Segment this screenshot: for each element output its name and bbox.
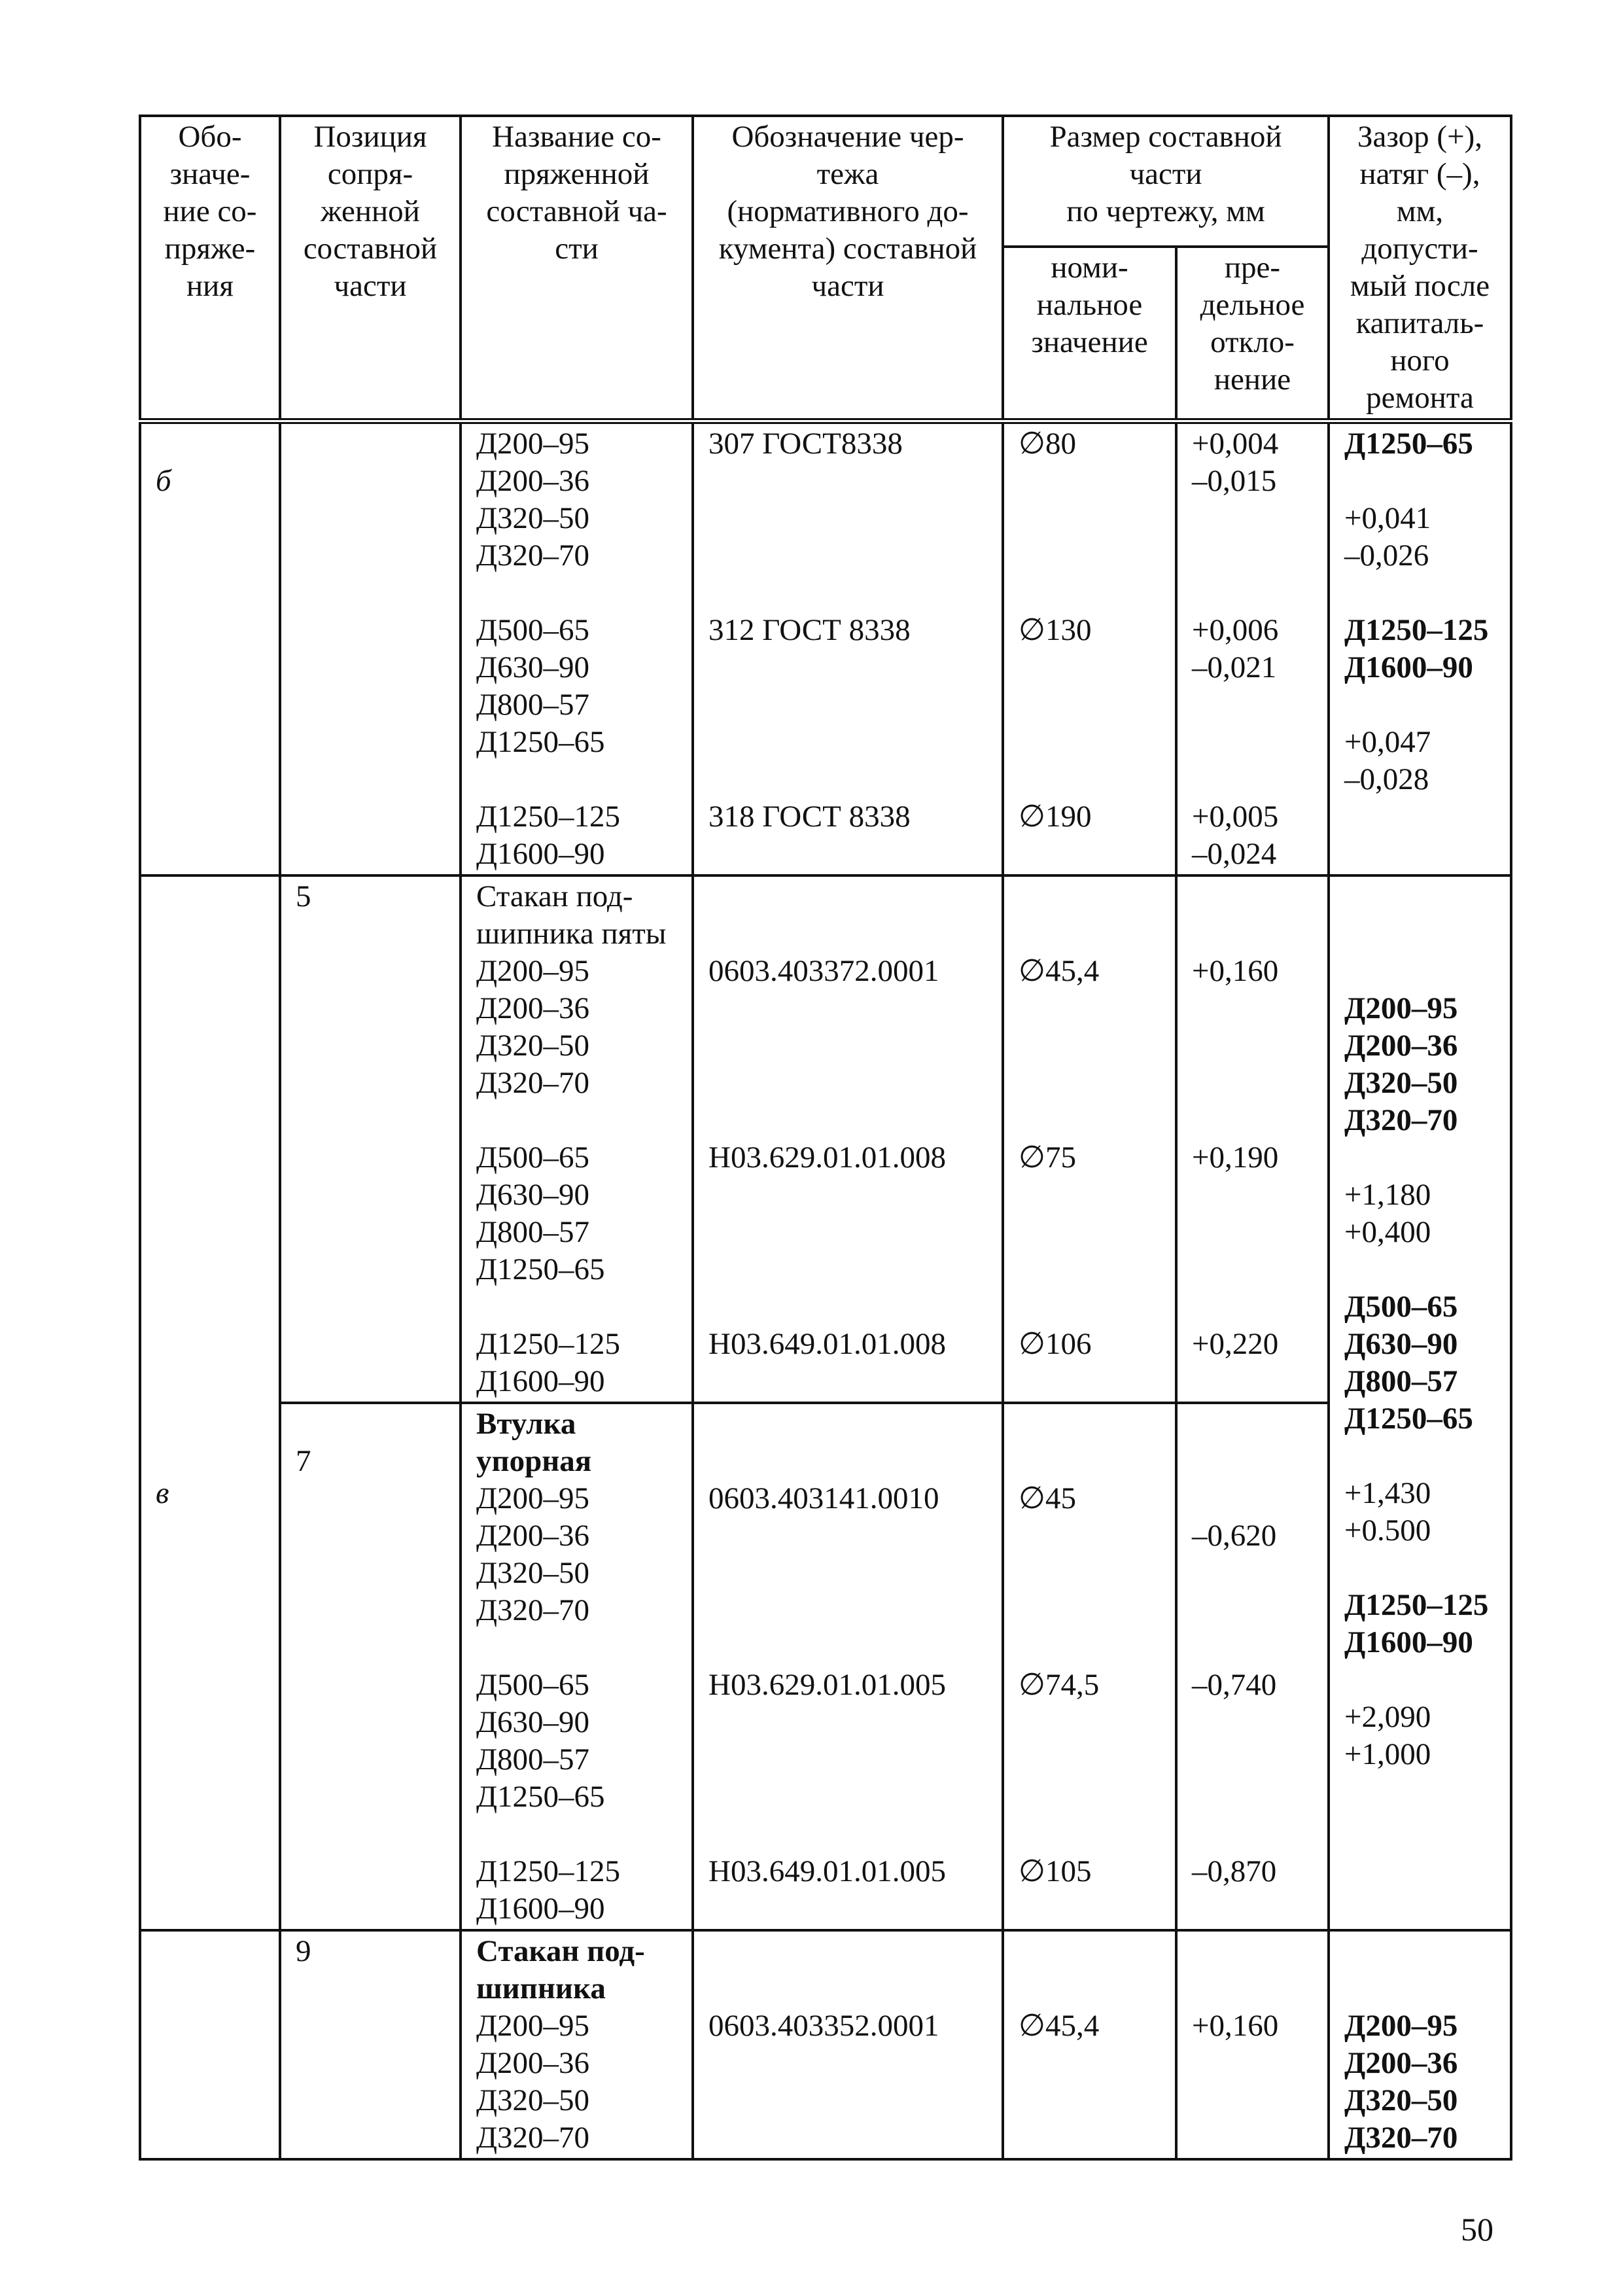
deviation-value: +0,220	[1192, 1327, 1279, 1361]
designation-cell	[140, 421, 280, 876]
drawing-number: Н03.649.01.01.005	[708, 1854, 946, 1888]
table-row	[140, 421, 1511, 876]
deviation-cell	[1176, 421, 1329, 876]
header-deviation: пре- дельное откло- нение	[1176, 247, 1329, 421]
deviation-value: –0,870	[1192, 1854, 1277, 1888]
clearance-values: +1,180 +0,400	[1344, 1178, 1431, 1249]
model-list: Д500–65 Д630–90 Д800–57 Д1250–65	[476, 613, 605, 759]
nominal-cell	[1003, 421, 1176, 876]
nominal-value: ∅74,5	[1019, 1668, 1100, 1702]
clearance-cell	[1329, 421, 1511, 876]
deviation-cell	[1176, 1930, 1329, 2159]
names-cell	[461, 421, 693, 876]
part-title: Стакан под- шипника пяты	[476, 879, 667, 951]
drawing-cell	[693, 1930, 1003, 2159]
designation-b: б	[156, 464, 171, 498]
model-list: Д1250–125 Д1600–90	[476, 800, 621, 871]
names-cell	[461, 875, 693, 1403]
position-cell	[280, 1403, 461, 1930]
clearance-models: Д1250–125 Д1600–90	[1344, 613, 1489, 684]
header-designation: Обо- значе- ние со- пряже- ния	[140, 116, 280, 421]
drawing-cell	[693, 421, 1003, 876]
deviation-value: –0,740	[1192, 1668, 1277, 1702]
drawing-number: 307 ГОСТ8338	[708, 427, 903, 461]
header-size: Размер составной части по чертежу, мм	[1003, 116, 1329, 247]
clearance-values: +0,047 –0,028	[1344, 725, 1431, 796]
names-cell	[461, 1930, 693, 2159]
clearance-values: +1,430 +0.500	[1344, 1476, 1431, 1547]
table-row	[140, 1930, 1511, 2159]
deviation-value: –0,620	[1192, 1519, 1277, 1553]
model-list: Д200–95 Д200–36 Д320–50 Д320–70	[476, 427, 590, 573]
drawing-cell	[693, 875, 1003, 1403]
nominal-value: ∅45,4	[1019, 2009, 1100, 2043]
position-number: 7	[296, 1444, 311, 1478]
model-list: Д200–95 Д200–36 Д320–50 Д320–70	[476, 2009, 590, 2155]
drawing-number: 0603.403372.0001	[708, 954, 939, 988]
deviation-value: +0,160	[1192, 954, 1279, 988]
designation-cell	[140, 875, 280, 1930]
clearance-cell	[1329, 1930, 1511, 2159]
model-list: Д500–65 Д630–90 Д800–57 Д1250–65	[476, 1668, 605, 1814]
model-list: Д1250–125 Д1600–90	[476, 1854, 621, 1926]
nominal-value: ∅130	[1019, 613, 1092, 647]
clearance-models: Д200–95 Д200–36 Д320–50 Д320–70	[1344, 991, 1458, 1137]
model-list: Д200–95 Д200–36 Д320–50 Д320–70	[476, 1481, 590, 1627]
nominal-value: ∅106	[1019, 1327, 1092, 1361]
drawing-number: 0603.403141.0010	[708, 1481, 939, 1515]
header-position: Позиция сопря- женной составной части	[280, 116, 461, 421]
designation-cell	[140, 1930, 280, 2159]
nominal-value: ∅45,4	[1019, 954, 1100, 988]
deviation-value: +0,190	[1192, 1140, 1279, 1174]
tolerance-table	[139, 115, 1512, 2161]
drawing-number: 312 ГОСТ 8338	[708, 613, 911, 647]
model-list: Д500–65 Д630–90 Д800–57 Д1250–65	[476, 1140, 605, 1286]
deviation-cell	[1176, 1403, 1329, 1930]
header-clearance: Зазор (+), натяг (–), мм, допусти- мый после капиталь- ного ремонта	[1329, 116, 1511, 421]
position-cell: 5	[280, 875, 461, 1403]
drawing-number: Н03.629.01.01.008	[708, 1140, 946, 1174]
drawing-number: 0603.403352.0001	[708, 2009, 939, 2043]
position-cell	[280, 421, 461, 876]
nominal-cell	[1003, 1930, 1176, 2159]
clearance-models: Д1250–125 Д1600–90	[1344, 1588, 1489, 1659]
model-list: Д200–95 Д200–36 Д320–50 Д320–70	[476, 954, 590, 1100]
header-part-name: Название со- пряженной составной ча- сти	[461, 116, 693, 421]
deviation-value: +0,005 –0,024	[1192, 800, 1279, 871]
designation-v: в	[156, 1476, 169, 1510]
nominal-value: ∅75	[1019, 1140, 1076, 1174]
clearance-models: Д1250–65	[1344, 427, 1473, 461]
model-list: Д1250–125 Д1600–90	[476, 1327, 621, 1398]
clearance-values: +2,090 +1,000	[1344, 1700, 1431, 1771]
part-title: Втулка упорная	[476, 1407, 592, 1478]
drawing-cell	[693, 1403, 1003, 1930]
deviation-value: +0,006 –0,021	[1192, 613, 1279, 684]
nominal-cell	[1003, 875, 1176, 1403]
nominal-cell	[1003, 1403, 1176, 1930]
header-nominal: номи- нальное значение	[1003, 247, 1176, 421]
clearance-models: Д500–65 Д630–90 Д800–57 Д1250–65	[1344, 1290, 1473, 1436]
deviation-cell	[1176, 875, 1329, 1403]
nominal-value: ∅105	[1019, 1854, 1092, 1888]
deviation-value: +0,004 –0,015	[1192, 427, 1279, 498]
clearance-values: +0,041 –0,026	[1344, 501, 1431, 573]
nominal-value: ∅80	[1019, 427, 1076, 461]
part-title: Стакан под- шипника	[476, 1934, 645, 2005]
table-row	[140, 1403, 1511, 1930]
drawing-number: Н03.649.01.01.008	[708, 1327, 946, 1361]
deviation-value: +0,160	[1192, 2009, 1279, 2043]
clearance-cell	[1329, 875, 1511, 1930]
page-number: 50	[1461, 2211, 1493, 2248]
names-cell	[461, 1403, 693, 1930]
nominal-value: ∅45	[1019, 1481, 1076, 1515]
position-cell: 9	[280, 1930, 461, 2159]
header-drawing-number: Обозначение чер- тежа (нормативного до- кумента) составной части	[693, 116, 1003, 421]
table-row	[140, 875, 1511, 1403]
clearance-models: Д200–95 Д200–36 Д320–50 Д320–70	[1344, 2009, 1458, 2155]
nominal-value: ∅190	[1019, 800, 1092, 834]
drawing-number: Н03.629.01.01.005	[708, 1668, 946, 1702]
drawing-number: 318 ГОСТ 8338	[708, 800, 911, 834]
